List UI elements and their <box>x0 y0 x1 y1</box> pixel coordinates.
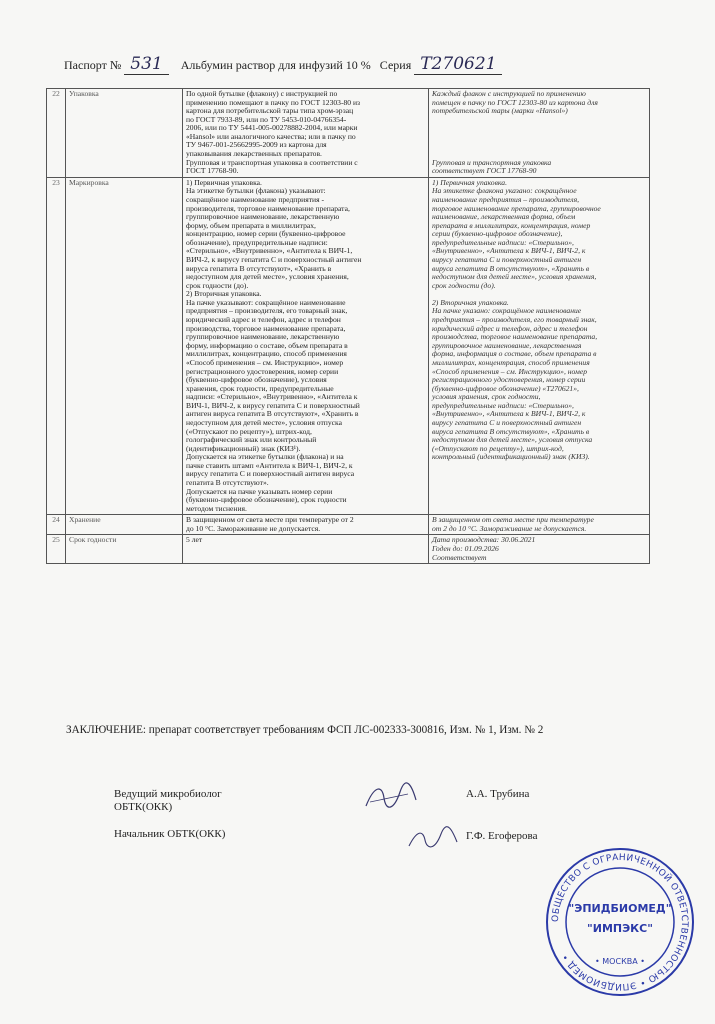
requirement-cell <box>183 89 429 178</box>
requirement-line: недоступном для детей месте», условия хранения, <box>186 272 349 282</box>
actual-line: недоступном для детей месте», условия отпуска <box>432 435 593 445</box>
actual-line: (буквенно-цифровое обозначение) «Т270621», <box>432 383 579 393</box>
row-number: 22 <box>47 89 66 178</box>
spec-row <box>47 515 650 535</box>
microbiologist-title-1: Ведущий микробиолог <box>114 788 222 800</box>
actual-line: срок годности (до). <box>432 280 496 290</box>
requirement-line: сокращённое наименование предприятия - <box>186 194 325 204</box>
requirement-line: ВИЧ-1, ВИЧ-2, к вирусу гепатита С и поверхностный <box>186 400 360 410</box>
requirement-line: ГОСТ 17768-90. <box>186 166 239 176</box>
requirement-line: применению помещают в пачку по ГОСТ 12303-80 из <box>186 97 361 107</box>
requirement-cell <box>183 535 429 564</box>
requirement-line: упаковывания лекарственных препаратов. <box>186 149 322 159</box>
spec-table <box>46 88 650 564</box>
requirement-line: вируса гепатита В отсутствуют», «Хранить в <box>186 263 332 273</box>
requirement-line: регистрационного удостоверения, номер серии <box>186 366 339 376</box>
spec-row <box>47 89 650 178</box>
head-title: Начальник ОБТК(ОКК) <box>114 828 226 840</box>
actual-line: регистрационного удостоверения, номер серии <box>432 375 586 385</box>
actual-cell <box>429 515 650 535</box>
actual-line: препарата в миллилитрах, концентрация, номер <box>432 220 591 230</box>
requirement-cell <box>183 177 429 515</box>
actual-line: предприятия – производителя, его товарный знак, <box>432 315 597 325</box>
passport-number: 531 <box>124 54 168 75</box>
requirement-line: Допускается на пачке указывать номер серии <box>186 486 333 496</box>
requirement-line: концентрацию, номер серии (буквенно-цифровое <box>186 229 346 239</box>
actual-cell <box>429 535 650 564</box>
spec-row <box>47 535 650 564</box>
requirement-line: картона для потребительской тары типа хром-эрзац <box>186 106 354 116</box>
requirement-line: («Отпускают по рецепту»), штрих-код, <box>186 426 312 436</box>
requirement-line: 2006, или по ТУ 5441-005-00278882-2004, или марки <box>186 123 358 133</box>
requirement-line: обозначение), предупредительные надписи: <box>186 237 328 247</box>
actual-line: 1) Первичная упаковка. <box>432 177 507 187</box>
requirement-line: Допускается на этикетке бутылки (флакона) и на <box>186 452 344 462</box>
series-label: Серия <box>379 58 412 72</box>
seal-center-line-2: "ИМПЭКС" <box>587 922 653 935</box>
actual-line: вируса гепатита В отсутствуют», «Хранить в <box>432 426 590 436</box>
requirement-line: надписи: «Стерильно», «Внутривенно», «Антитела к <box>186 392 358 402</box>
requirement-line: «Hansol» или аналогичного качества; или в пачку по <box>186 131 356 141</box>
requirement-line: юридический адрес и телефон, адрес и телефон <box>186 315 341 325</box>
actual-line: вирусу гепатита С и поверхностный антиген <box>432 417 582 427</box>
microbiologist-name: А.А. Трубина <box>466 788 530 800</box>
parameter-name: Хранение <box>66 515 183 535</box>
actual-cell <box>429 89 650 178</box>
actual-line: торговое наименование препарата, группировочное <box>432 203 601 213</box>
microbiologist-title-2: ОБТК(ОКК) <box>114 801 173 813</box>
row-number: 23 <box>47 177 66 515</box>
conclusion: ЗАКЛЮЧЕНИЕ: препарат соответствует требованиям ФСП ЛС-002333-300816, Изм. № 1, Изм. № 2 <box>66 724 544 736</box>
requirement-line: На этикетке бутылки (флакона) указывают: <box>186 186 326 196</box>
actual-line: «Способ применения – см. Инструкцию», номер <box>432 366 588 376</box>
actual-line: предупредительные надписи: «Стерильно», <box>432 237 574 247</box>
requirement-line: форму, объем препарата в миллилитрах, <box>186 220 316 230</box>
actual-line: Групповая и транспортная упаковка <box>432 157 552 167</box>
requirement-line: «Способ применения – см. Инструкцию», номер <box>186 357 344 367</box>
parameter-name: Упаковка <box>66 89 183 178</box>
requirement-line: производства, торговое наименование препарата, <box>186 323 346 333</box>
requirement-line: гепатита В отсутствуют». <box>186 478 269 488</box>
seal-center-line-1: "ЭПИДБИОМЕД" <box>568 902 672 915</box>
actual-line <box>432 141 646 150</box>
actual-line: юридический адрес и телефон, адрес и телефон <box>432 323 588 333</box>
requirement-line: В защищенном от света месте при температуре от 2 <box>186 515 354 525</box>
company-seal <box>544 846 696 998</box>
requirement-line: пачке ставить штамп «Антитела к ВИЧ-1, ВИЧ-2, к <box>186 460 353 470</box>
requirement-line: недоступном для детей месте», условия отпуска <box>186 417 342 427</box>
requirement-line: до 10 °С. Замораживание не допускается. <box>186 523 321 533</box>
actual-line: «Внутривенно», «Антитела к ВИЧ-1, ВИЧ-2, к <box>432 409 586 419</box>
actual-line <box>432 124 646 133</box>
requirement-line: (буквенно-цифровое обозначение), срок годности <box>186 495 347 505</box>
series-number: Т270621 <box>414 54 502 75</box>
requirement-cell <box>183 515 429 535</box>
requirement-line: хранения, срок годности, предупредительные <box>186 383 334 393</box>
requirement-line: миллилитрах, концентрацию, способ применения <box>186 349 347 359</box>
actual-line <box>432 133 646 142</box>
requirement-line: Групповая и транспортная упаковка в соответствии с <box>186 157 358 167</box>
requirement-line: форму, информацию о составе, объем препарата в <box>186 340 348 350</box>
parameter-name: Срок годности <box>66 535 183 564</box>
actual-line: помещен в пачку по ГОСТ 12303-80 из картона для <box>432 97 598 107</box>
actual-line: Соответствует <box>432 552 487 562</box>
passport-label: Паспорт № <box>64 58 122 72</box>
actual-line: Дата производства: 30.06.2021 <box>432 535 536 545</box>
requirement-line: методом тиснения. <box>186 503 247 513</box>
actual-line: форма, информация о составе, объем препарата в <box>432 349 597 359</box>
seal-city: • МОСКВА • <box>595 957 645 966</box>
actual-line: вируса гепатита В отсутствуют», «Хранить в <box>432 263 590 273</box>
requirement-line: вирусу гепатита С и поверхностный антиген вируса <box>186 469 355 479</box>
actual-line: недоступном для детей месте», условия хранения, <box>432 272 597 282</box>
actual-line: вирусу гепатита С и поверхностный антиген <box>432 254 582 264</box>
signature-scribble-1 <box>360 780 420 814</box>
actual-line: наименование предприятия – производителя, <box>432 194 580 204</box>
spec-row <box>47 177 650 515</box>
actual-line: группировочное наименование, лекарственная <box>432 340 582 350</box>
product-name: Альбумин раствор для инфузий 10 % <box>180 58 371 72</box>
actual-line: контрольный (идентификационный) знак (КИЗ). <box>432 452 590 462</box>
row-number: 24 <box>47 515 66 535</box>
parameter-name: Маркировка <box>66 177 183 515</box>
actual-line: условия хранения, срок годности, <box>432 392 541 402</box>
actual-line: наименование, лекарственная форма, объем <box>432 212 576 222</box>
actual-line: потребительской тары (марки «Hansol») <box>432 106 568 116</box>
requirement-line: срок годности (до). <box>186 280 249 290</box>
row-number: 25 <box>47 535 66 564</box>
actual-line: от 2 до 10 °С. Замораживание не допускается. <box>432 523 587 533</box>
actual-line: 2) Вторичная упаковка. <box>432 297 509 307</box>
actual-line: На этикетке флакона указано: сокращённое <box>432 186 577 196</box>
actual-line: На пачке указано: сокращённое наименование <box>432 306 582 316</box>
actual-line: Годен до: 01.09.2026 <box>432 544 499 554</box>
signature-scribble-2 <box>405 826 460 852</box>
requirement-line: На пачке указывают: сокращённое наименование <box>186 297 346 307</box>
requirement-line: по ГОСТ 7933-89, или по ТУ 5453-010-04766354- <box>186 114 347 124</box>
actual-cell <box>429 177 650 515</box>
requirement-line: 5 лет <box>186 535 203 545</box>
requirement-line: антиген вируса гепатита В отсутствуют», «Хранить в <box>186 409 359 419</box>
actual-line: Каждый флакон с инструкцией по применению <box>432 89 586 98</box>
passport-header <box>64 54 502 75</box>
requirement-line: 2) Вторичная упаковка. <box>186 289 262 299</box>
requirement-line: По одной бутылке (флакону) с инструкцией по <box>186 89 338 98</box>
requirement-line: голографический знак или контрольный <box>186 435 317 445</box>
head-name: Г.Ф. Егоферова <box>466 830 538 842</box>
actual-line: В защищенном от света месте при температуре <box>432 515 594 525</box>
requirement-line: группировочное наименование, лекарственную <box>186 332 340 342</box>
requirement-line: предприятия – производителя, его товарный знак, <box>186 306 348 316</box>
actual-line: производства, торговое наименование препарата, <box>432 332 598 342</box>
seal-outer-text: ОБЩЕСТВО С ОГРАНИЧЕННОЙ ОТВЕТСТВЕННОСТЬЮ • ЭПИДБИОМЕД • <box>550 852 690 992</box>
requirement-line: производителя, торговое наименование препарата, <box>186 203 350 213</box>
requirement-line: группировочное наименование, лекарственную <box>186 212 340 222</box>
actual-line <box>432 116 646 125</box>
actual-line: серии (буквенно-цифровое обозначение), <box>432 229 563 239</box>
requirement-line: 1) Первичная упаковка. <box>186 177 262 187</box>
requirement-line: (идентификационный) знак (КИЗ¹). <box>186 443 301 453</box>
requirement-line: ТУ 9467-001-25662995-2009 из картона для <box>186 140 327 150</box>
requirement-line: «Стерильно», «Внутривенно», «Антитела к ВИЧ-1, <box>186 246 353 256</box>
actual-line: («Отпускают по рецепту»), штрих-код, <box>432 443 564 453</box>
actual-line: предупредительные надписи: «Стерильно», <box>432 400 574 410</box>
requirement-line: ВИЧ-2, к вирусу гепатита С и поверхностный антиген <box>186 254 362 264</box>
actual-line: «Внутривенно», «Антитела к ВИЧ-1, ВИЧ-2, к <box>432 246 586 256</box>
actual-line: миллилитрах, концентрация, способ применения <box>432 357 590 367</box>
actual-line: соответствует ГОСТ 17768-90 <box>432 166 537 176</box>
requirement-line: (буквенно-цифровое обозначение), условия <box>186 375 327 385</box>
